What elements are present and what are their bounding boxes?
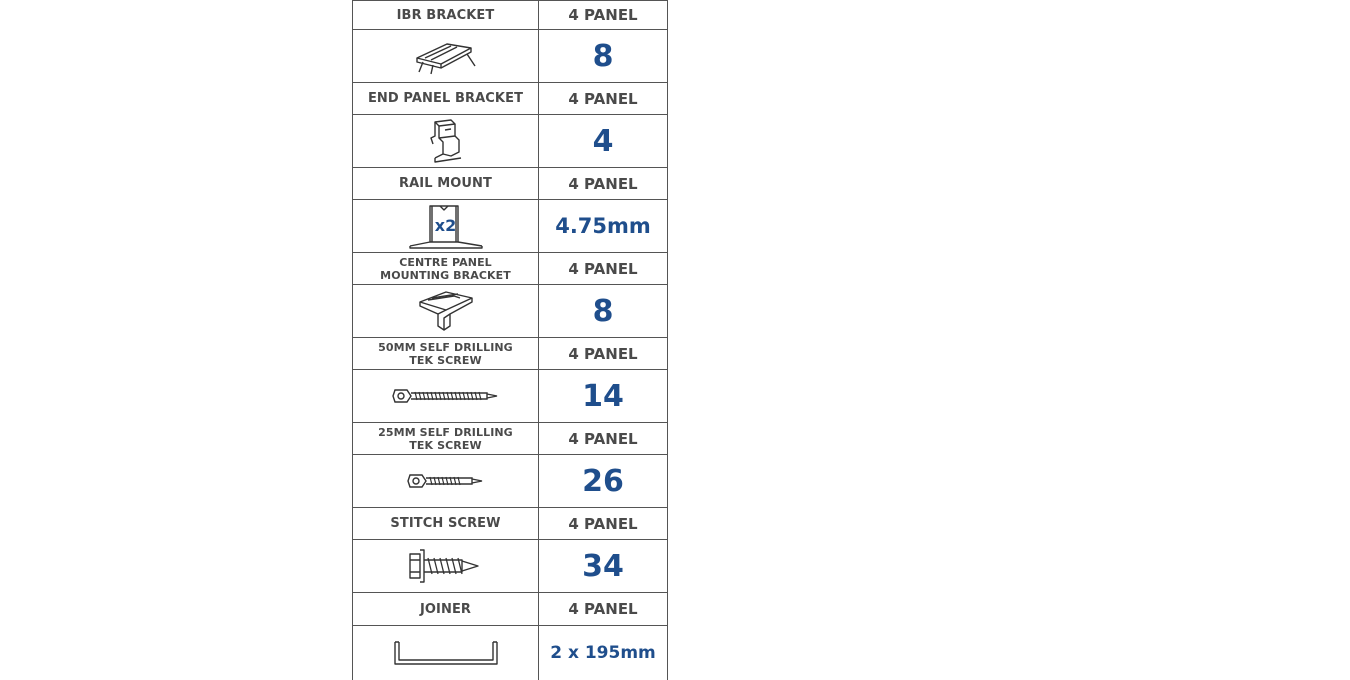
item-name (353, 423, 539, 454)
panel-count: 4 PANEL (568, 514, 638, 533)
table-row (353, 540, 667, 593)
item-name: STITCH SCREW (353, 508, 539, 539)
quantity: 34 (582, 548, 624, 584)
table-row (353, 508, 667, 540)
quantity: 14 (582, 378, 624, 414)
table-row (353, 626, 667, 680)
item-name (353, 338, 539, 369)
item-name: END PANEL BRACKET (353, 83, 539, 114)
item-name-line1: 25MM SELF DRILLING (378, 425, 513, 439)
panel-count: 4 PANEL (568, 6, 638, 24)
table-row (353, 423, 667, 455)
item-name: JOINER (353, 593, 539, 625)
stitch-screw-icon (353, 540, 539, 592)
table-row (353, 285, 667, 338)
panel-count: 4 PANEL (568, 600, 638, 618)
panel-count: 4 PANEL (568, 429, 638, 448)
quantity: 8 (592, 38, 614, 74)
panel-count: 4 PANEL (568, 259, 638, 278)
ibr-bracket-icon (353, 30, 539, 82)
item-name-line1: 50MM SELF DRILLING (378, 340, 513, 354)
table-row (353, 253, 667, 285)
tek-screw-25mm-icon (353, 455, 539, 507)
end-panel-bracket-icon (353, 115, 539, 167)
quantity: 2 x 195mm (550, 643, 656, 663)
tek-screw-50mm-icon (353, 370, 539, 422)
item-name: RAIL MOUNT (353, 168, 539, 199)
table-row (353, 30, 667, 83)
rail-mount-multiplier: x2 (434, 216, 457, 235)
rail-mount-icon (353, 200, 539, 252)
item-name-line2: MOUNTING BRACKET (380, 268, 511, 282)
table-row (353, 338, 667, 370)
table-row (353, 168, 667, 200)
quantity: 8 (592, 293, 614, 329)
joiner-icon (353, 626, 539, 680)
table-row (353, 370, 667, 423)
item-name-line1: CENTRE PANEL (399, 255, 492, 269)
table-row (353, 455, 667, 508)
table-row (353, 593, 667, 626)
panel-count: 4 PANEL (568, 344, 638, 363)
panel-count: 4 PANEL (568, 89, 638, 108)
item-name-line2: TEK SCREW (409, 353, 482, 367)
quantity: 26 (582, 463, 624, 499)
quantity: 4.75mm (555, 214, 651, 238)
quantity: 4 (592, 123, 614, 159)
parts-table (352, 0, 668, 680)
panel-count: 4 PANEL (568, 174, 638, 193)
centre-panel-bracket-icon (353, 285, 539, 337)
table-row (353, 115, 667, 168)
table-row (353, 200, 667, 253)
table-row (353, 83, 667, 115)
item-name-line2: TEK SCREW (409, 438, 482, 452)
item-name: IBR BRACKET (353, 1, 539, 29)
table-row (353, 0, 667, 30)
item-name (353, 253, 539, 284)
